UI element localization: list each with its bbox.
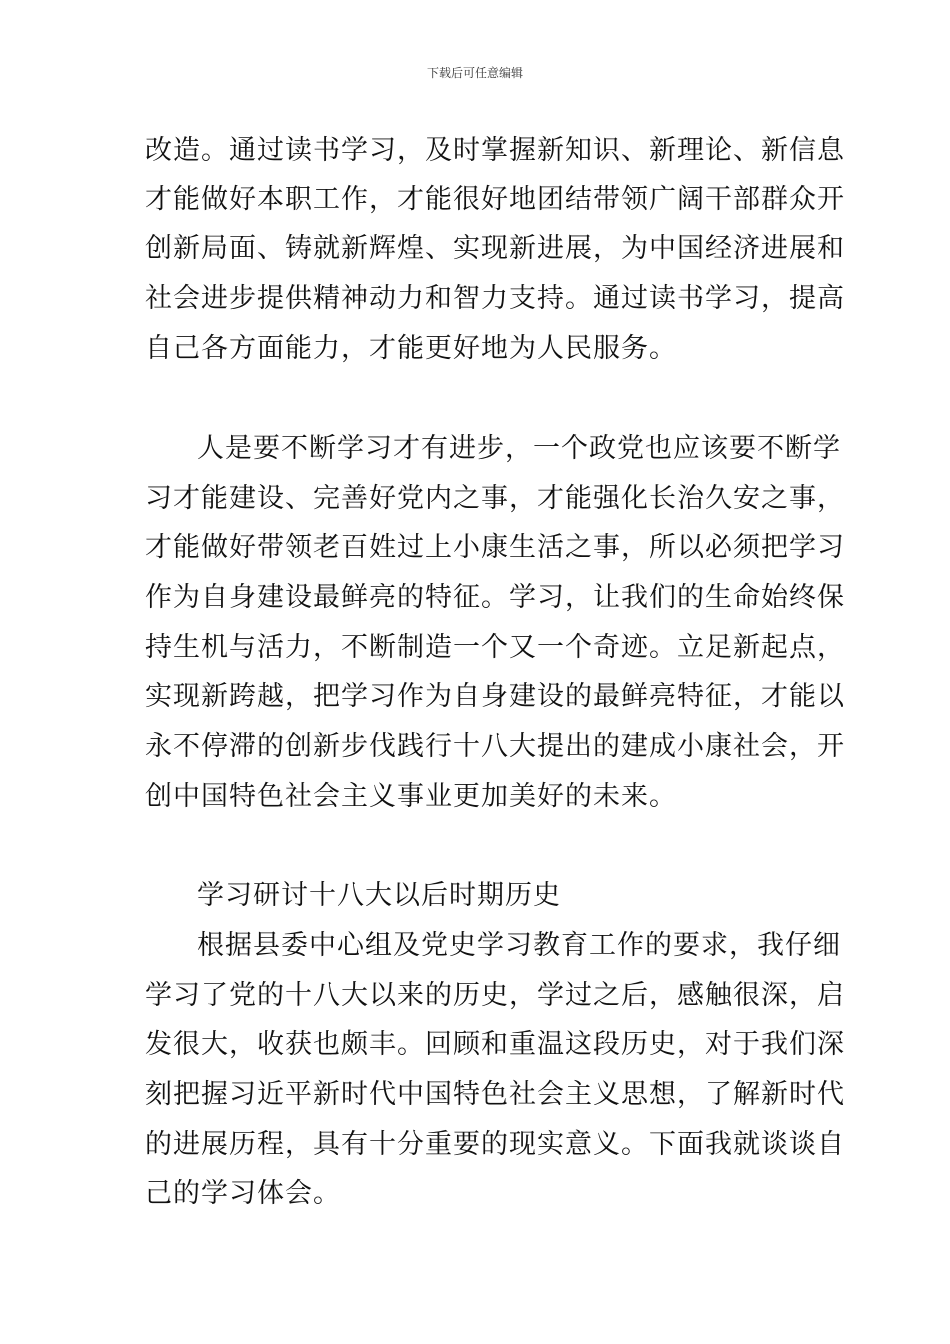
paragraph-line: 自己各方面能力，才能更好地为人民服务。	[145, 333, 677, 364]
paragraph-line: 创中国特色社会主义事业更加美好的未来。	[145, 781, 677, 812]
paragraph-line: 创新局面、铸就新辉煌、实现新进展，为中国经济进展和	[145, 233, 845, 264]
paragraph-line: 持生机与活力，不断制造一个又一个奇迹。立足新起点，	[145, 632, 845, 663]
paragraph-line: 刻把握习近平新时代中国特色社会主义思想，了解新时代	[145, 1079, 845, 1110]
paragraph-line: 发很大，收获也颇丰。回顾和重温这段历史，对于我们深	[145, 1029, 845, 1060]
paragraph-line: 才能做好带领老百姓过上小康生活之事，所以必须把学习	[145, 532, 845, 563]
paragraph-line: 改造。通过读书学习，及时掌握新知识、新理论、新信息	[145, 135, 845, 166]
paragraph-line: 社会进步提供精神动力和智力支持。通过读书学习，提高	[145, 283, 845, 314]
header-note: 下载后可任意编辑	[426, 66, 523, 80]
paragraph-line: 的进展历程，具有十分重要的现实意义。下面我就谈谈自	[145, 1129, 845, 1160]
paragraph-line: 人是要不断学习才有进步，一个政党也应该要不断学	[197, 433, 841, 464]
paragraph-line: 习才能建设、完善好党内之事，才能强化长治久安之事，	[145, 483, 845, 514]
paragraph-line: 己的学习体会。	[145, 1178, 341, 1209]
paragraph-line: 才能做好本职工作，才能很好地团结带领广阔干部群众开	[145, 184, 845, 215]
paragraph-line: 作为自身建设最鲜亮的特征。学习，让我们的生命始终保	[145, 582, 845, 613]
section-title: 学习研讨十八大以后时期历史	[197, 880, 561, 911]
paragraph-line: 永不停滞的创新步伐践行十八大提出的建成小康社会，开	[145, 731, 845, 762]
paragraph-line: 学习了党的十八大以来的历史，学过之后，感触很深，启	[145, 980, 845, 1011]
paragraph-line: 根据县委中心组及党史学习教育工作的要求，我仔细	[197, 930, 841, 961]
paragraph-line: 实现新跨越，把学习作为自身建设的最鲜亮特征，才能以	[145, 681, 845, 712]
